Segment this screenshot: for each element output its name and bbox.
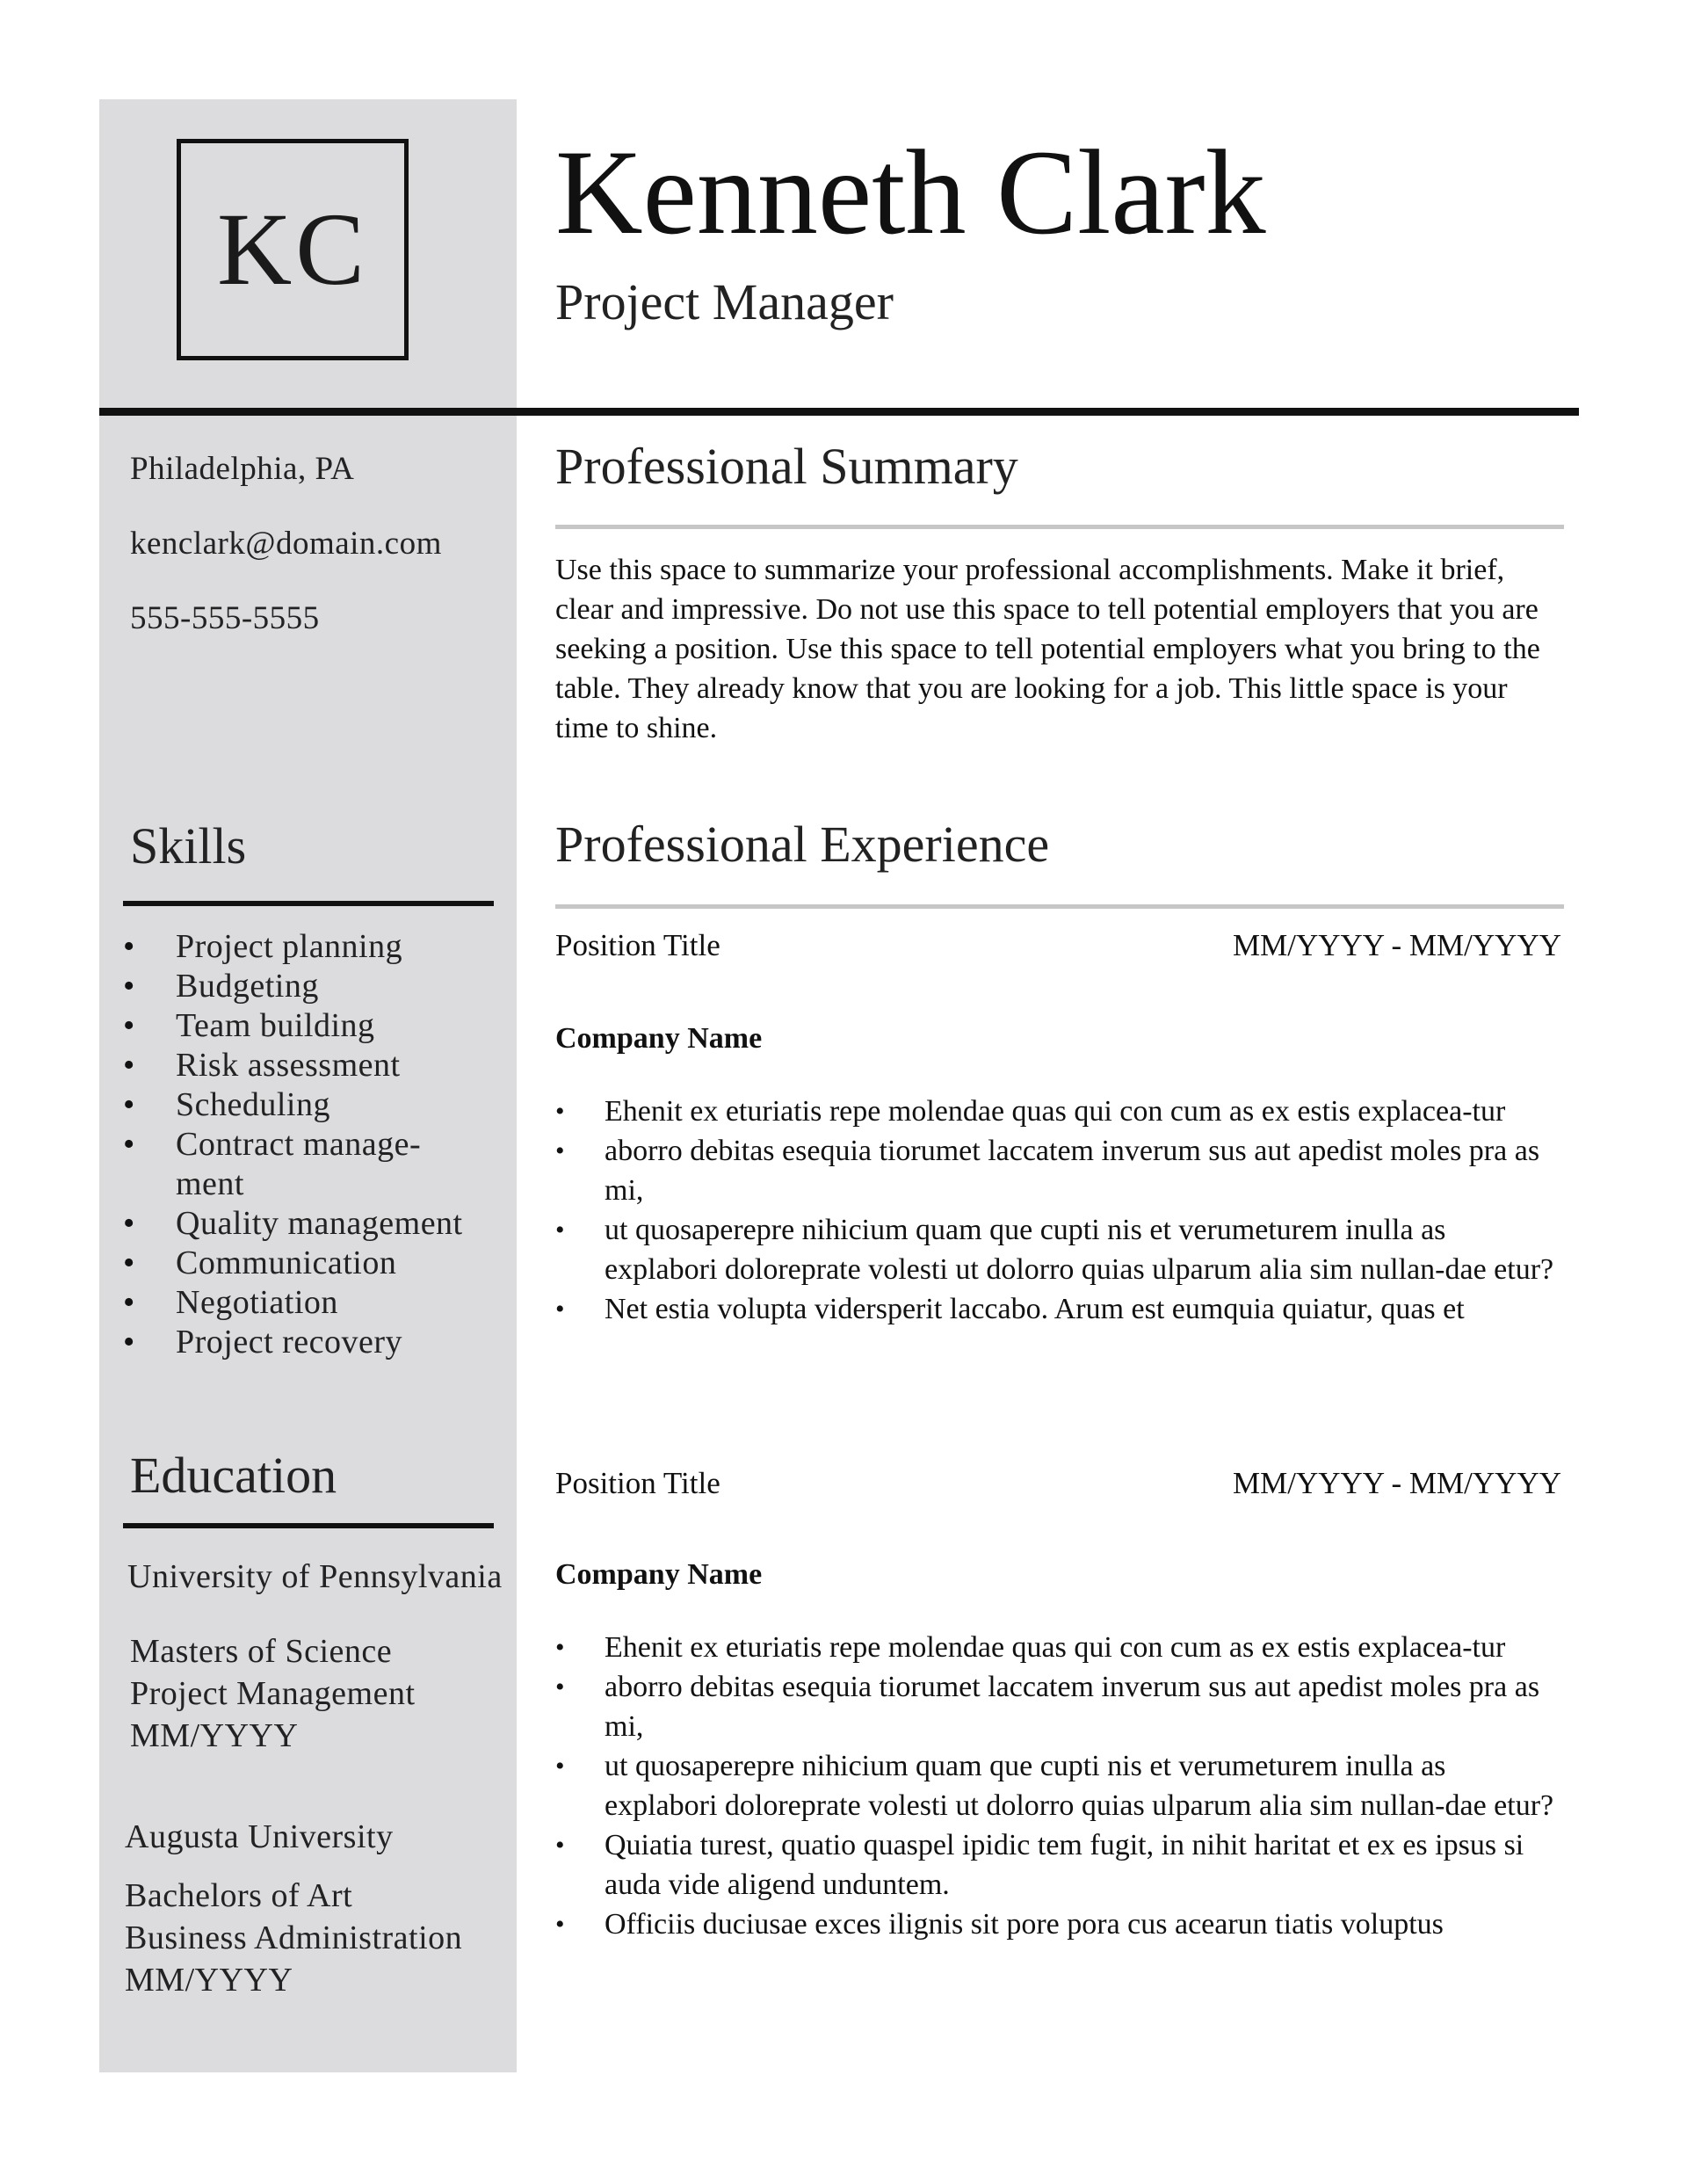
job-dates: MM/YYYY - MM/YYYY — [1233, 1466, 1561, 1500]
job-bullet: • ut quosaperepre nihicium quam que cupti nis et verumeturem inulla as explabori doloreprate volesti ut dolorro quias ulparum alia sim nullan-dae etur? — [555, 1210, 1566, 1289]
job-bullet: • aborro debitas esequia tiorumet laccatem inverum sus aut apedist moles pra as mi, — [555, 1667, 1566, 1746]
summary-text: Use this space to summarize your professional accomplishments. Make it brief, clear and impressive. Do not use this space to tell potential employers that you are seeking a position. Use this space to tell potential employers what you bring to the table. They already know that you are looking for a job. This little space is your time to shine. — [555, 554, 1540, 744]
job-company-name: Company Name — [555, 1558, 763, 1591]
contact-email: kenclark@domain.com — [130, 526, 442, 562]
job-bullet: • Net estia volupta vidersperit laccabo. Arum est eumquia quiatur, quas et — [555, 1289, 1566, 1329]
skill-item: • Project planning — [123, 927, 510, 967]
skill-item: • Negotiation — [123, 1283, 510, 1323]
education-field: Project Management — [130, 1675, 416, 1712]
skill-item: • Contract manage- ment — [123, 1125, 510, 1204]
skills-list — [123, 927, 510, 1362]
job-bullet: • Quiatia turest, quatio quaspel ipidic tem fugit, in nihit haritat et ex es ipsus si auda vide aligend unduntem. — [555, 1825, 1566, 1905]
education-degree: Masters of Science — [130, 1633, 393, 1670]
education-date: MM/YYYY — [130, 1717, 299, 1754]
job-bullet: • Ehenit ex eturiatis repe molendae quas qui con cum as ex estis explacea-tur — [555, 1092, 1566, 1131]
education-degree: Bachelors of Art — [125, 1877, 353, 1914]
job-position-title: Position Title — [555, 1466, 720, 1500]
job-position-title: Position Title — [555, 928, 720, 962]
monogram-logo — [177, 139, 409, 360]
experience-divider — [555, 904, 1564, 909]
summary-heading: Professional Summary — [555, 438, 1018, 495]
skills-divider — [123, 901, 494, 906]
candidate-job-title: Project Manager — [555, 273, 894, 330]
job-bullet-list — [555, 1628, 1566, 1944]
education-field: Business Administration — [125, 1919, 463, 1956]
job-bullet: • aborro debitas esequia tiorumet laccatem inverum sus aut apedist moles pra as mi, — [555, 1131, 1566, 1210]
contact-location: Philadelphia, PA — [130, 451, 355, 487]
education-date: MM/YYYY — [125, 1962, 293, 1999]
skill-item: • Scheduling — [123, 1085, 510, 1125]
header-divider — [99, 408, 1579, 416]
skill-item: • Quality management — [123, 1204, 510, 1244]
job-bullet-list — [555, 1092, 1566, 1329]
job-bullet: • ut quosaperepre nihicium quam que cupti nis et verumeturem inulla as explabori doloreprate volesti ut dolorro quias ulparum alia sim nullan-dae etur? — [555, 1746, 1566, 1825]
skill-item: • Team building — [123, 1006, 510, 1046]
education-divider — [123, 1523, 494, 1528]
monogram-text: KC — [217, 192, 368, 307]
experience-heading: Professional Experience — [555, 816, 1050, 873]
job-dates: MM/YYYY - MM/YYYY — [1233, 928, 1561, 962]
job-company-name: Company Name — [555, 1022, 763, 1055]
skill-item: • Communication — [123, 1244, 510, 1283]
skill-item: • Budgeting — [123, 967, 510, 1006]
education-heading: Education — [130, 1447, 337, 1504]
skill-item: • Risk assessment — [123, 1046, 510, 1085]
skills-heading: Skills — [130, 817, 247, 874]
candidate-name: Kenneth Clark — [555, 125, 1266, 259]
contact-phone: 555-555-5555 — [130, 600, 320, 636]
skill-item: • Project recovery — [123, 1323, 510, 1362]
job-bullet: • Officiis duciusae exces ilignis sit pore pora cus acearun tiatis voluptus — [555, 1905, 1566, 1944]
job-bullet: • Ehenit ex eturiatis repe molendae quas qui con cum as ex estis explacea-tur — [555, 1628, 1566, 1667]
education-school: Augusta University — [125, 1818, 394, 1855]
education-school: University of Pennsylvania — [127, 1558, 503, 1595]
summary-divider — [555, 525, 1564, 529]
